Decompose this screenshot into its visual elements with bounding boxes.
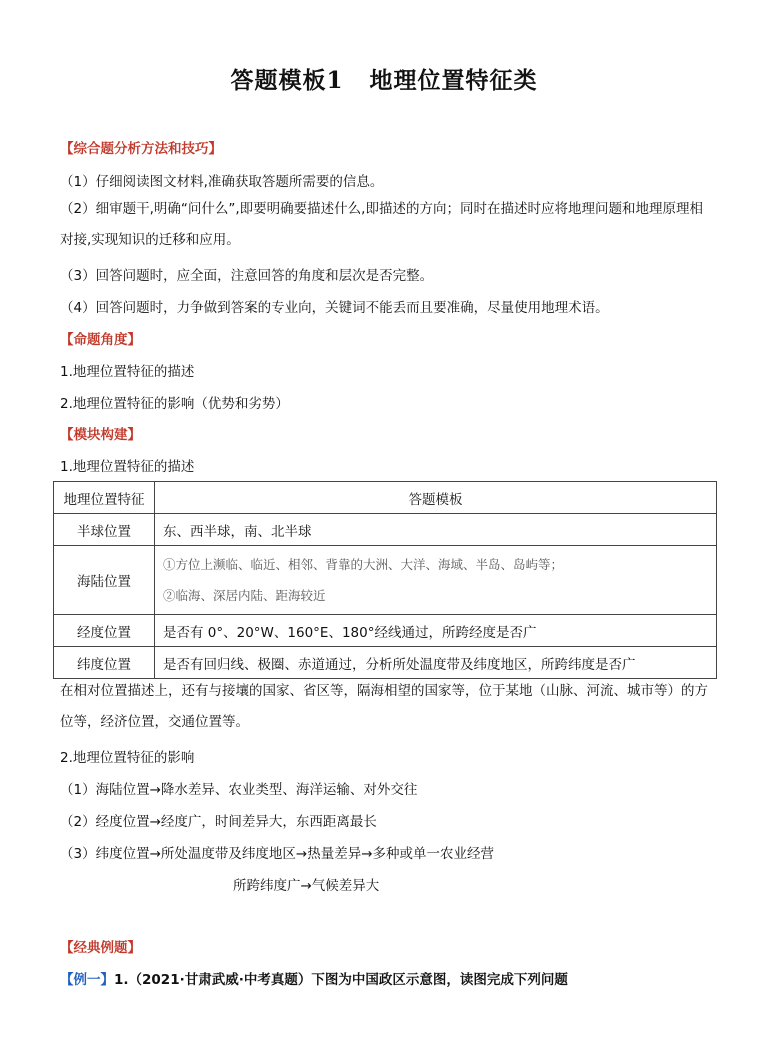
title-part1: 答题模板1 xyxy=(230,67,344,94)
section-header-angles: 【命题角度】 xyxy=(60,332,141,348)
section-header-methods: 【综合题分析方法和技巧】 xyxy=(60,141,222,157)
table-row xyxy=(54,615,717,647)
table-header-template: 答题模板 xyxy=(155,482,717,514)
method-item-1: （1）仔细阅读图文材料,准确获取答题所需要的信息。 xyxy=(60,174,384,190)
table-header-row xyxy=(54,482,717,514)
row-key: 纬度位置 xyxy=(54,647,155,679)
method-item-4: （4）回答问题时，力争做到答案的专业向，关键词不能丢而且要准确，尽量使用地理术语。 xyxy=(60,300,609,316)
section-header-examples: 【经典例题】 xyxy=(60,940,141,956)
row-value-line-1: ①方位上濒临、临近、相邻、背靠的大洲、大洋、海域、半岛、岛屿等； xyxy=(163,557,564,572)
table-row xyxy=(54,546,717,615)
table-header-feature: 地理位置特征 xyxy=(54,482,155,514)
example-question xyxy=(60,968,568,988)
example-text: 1.（2021·甘肃武威·中考真题）下图为中国政区示意图，读图完成下列问题 xyxy=(114,972,568,988)
row-value-multiline xyxy=(155,546,717,615)
example-tag: 【例一】 xyxy=(60,972,114,988)
effect-item-2: （2）经度位置→经度广，时间差异大，东西距离最长 xyxy=(60,814,377,830)
angle-item-2: 2.地理位置特征的影响（优势和劣势） xyxy=(60,396,289,412)
module-subtitle-1: 1.地理位置特征的描述 xyxy=(60,459,195,475)
title-part2: 地理位置特征类 xyxy=(369,67,538,94)
page-title xyxy=(0,62,768,95)
angle-item-1: 1.地理位置特征的描述 xyxy=(60,364,195,380)
effect-item-1: （1）海陆位置→降水差异、农业类型、海洋运输、对外交往 xyxy=(60,782,418,798)
effect-item-3: （3）纬度位置→所处温度带及纬度地区→热量差异→多种或单一农业经营 xyxy=(60,846,495,862)
table-row xyxy=(54,514,717,546)
row-value-line-2: ②临海、深居内陆、距海较近 xyxy=(163,588,326,603)
section-header-module: 【模块构建】 xyxy=(60,427,141,443)
module-subtitle-2: 2.地理位置特征的影响 xyxy=(60,750,195,766)
relative-position-note: 在相对位置描述上，还有与接壤的国家、省区等，隔海相望的国家等，位于某地（山脉、河流、城市等）的方位等，经济位置，交通位置等。 xyxy=(60,683,708,730)
row-key: 半球位置 xyxy=(54,514,155,546)
row-value: 是否有 0°、20°W、160°E、180°经线通过，所跨经度是否广 xyxy=(155,615,717,647)
row-key: 海陆位置 xyxy=(54,546,155,615)
method-item-3: （3）回答问题时，应全面，注意回答的角度和层次是否完整。 xyxy=(60,268,434,284)
template-table xyxy=(53,481,717,679)
effect-item-3-extra: 所跨纬度广→气候差异大 xyxy=(233,878,380,894)
method-item-2: （2）细审题干,明确“问什么”,即要明确要描述什么,即描述的方向；同时在描述时应将地理问题和地理原理相对接,实现知识的迁移和应用。 xyxy=(60,201,703,248)
row-key: 经度位置 xyxy=(54,615,155,647)
table-row xyxy=(54,647,717,679)
row-value: 东、西半球，南、北半球 xyxy=(155,514,717,546)
row-value: 是否有回归线、极圈、赤道通过，分析所处温度带及纬度地区，所跨纬度是否广 xyxy=(155,647,717,679)
